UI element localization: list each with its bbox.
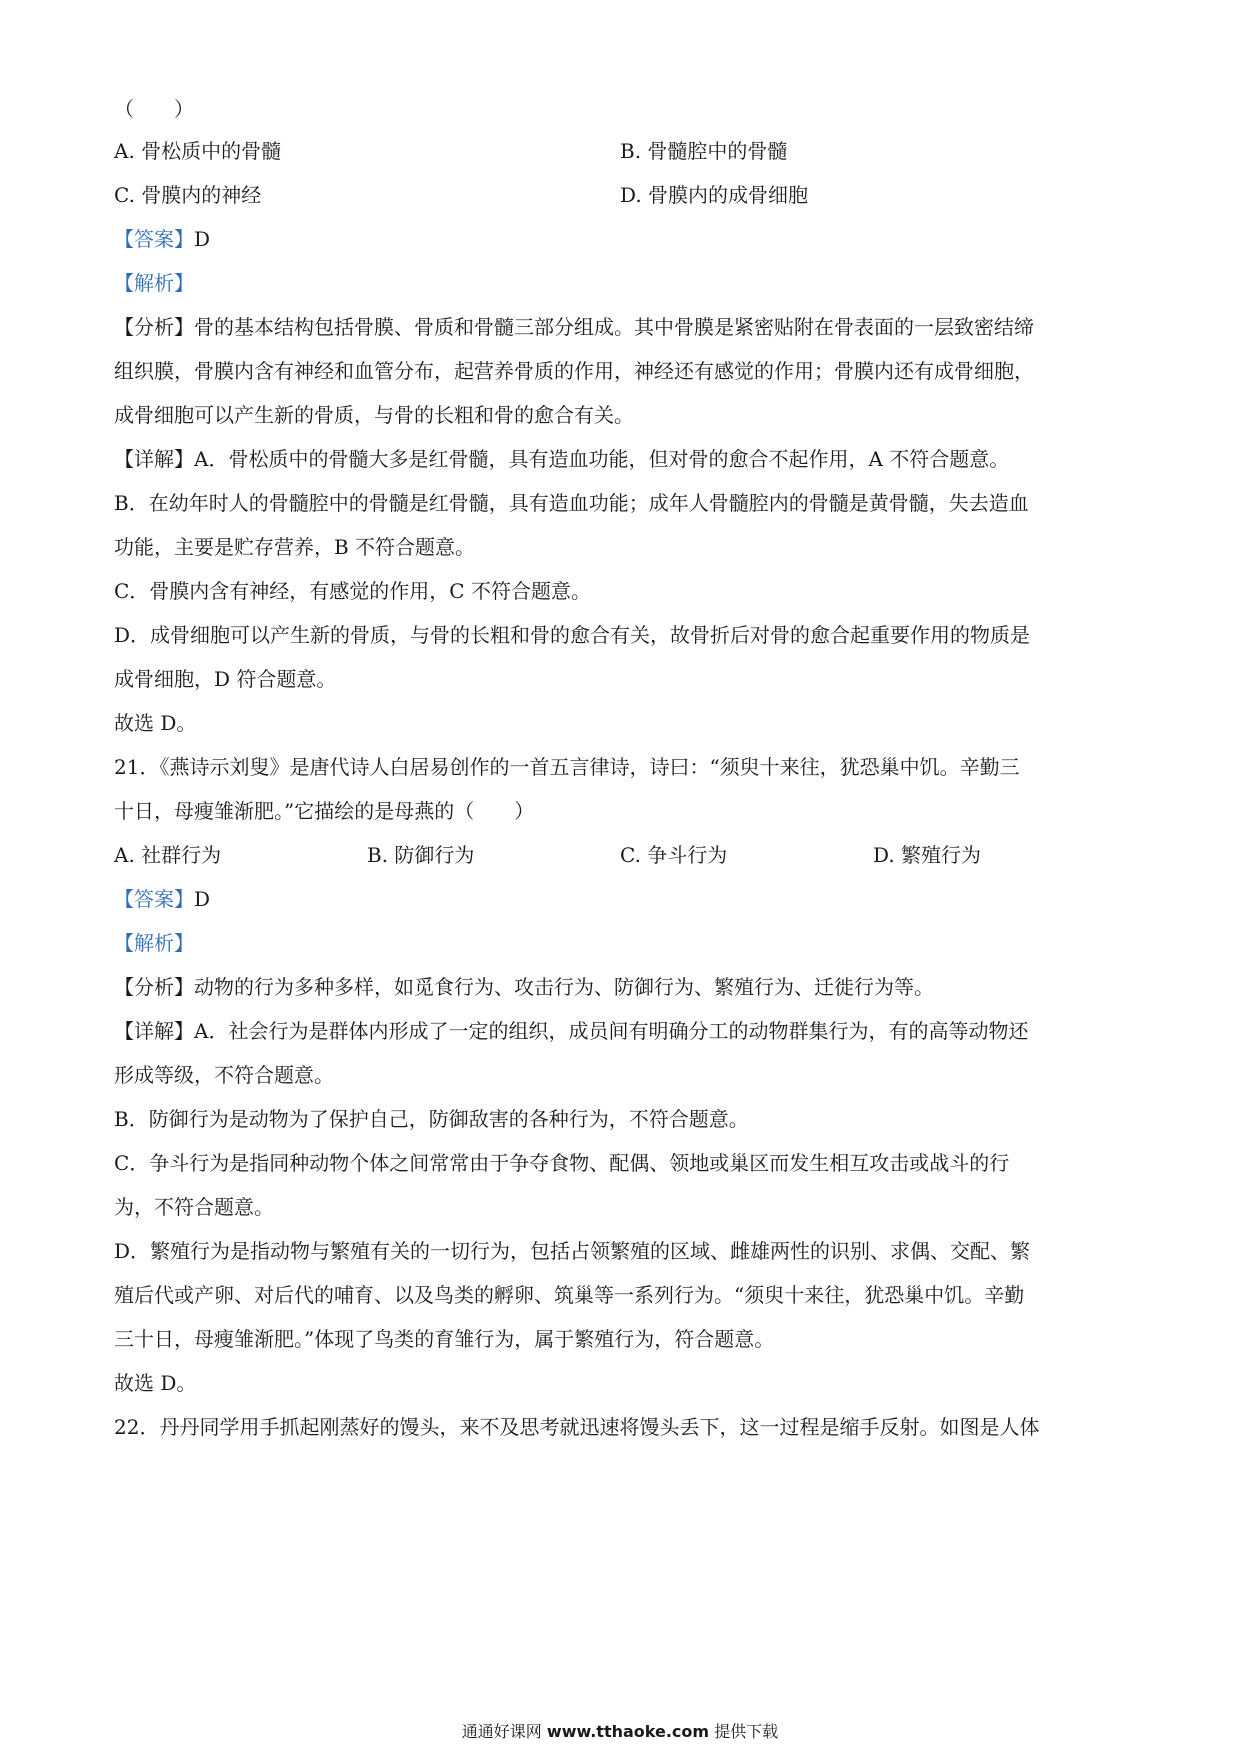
q20-analysis-heading <box>114 270 1124 296</box>
q20-xiangjie-line-5: D．成骨细胞可以产生新的骨质，与骨的长粗和骨的愈合有关，故骨折后对骨的愈合起重要作用的物质是 <box>114 623 1031 647</box>
question-20-paren: （ ） <box>114 97 194 121</box>
fenxi-text: 动物的行为多种多样，如觅食行为、攻击行为、防御行为、繁殖行为、迁徙行为等。 <box>194 975 934 999</box>
q21-xiangjie-line-1 <box>114 1018 1124 1044</box>
q20-xiangjie-line-2: B．在幼年时人的骨髓腔中的骨髓是红骨髓，具有造血功能；成年人骨髓腔内的骨髓是黄骨髓，失去造血 <box>114 491 1029 515</box>
q21-xiangjie-line-7: 殖后代或产卵、对后代的哺育、以及鸟类的孵卵、筑巢等一系列行为。“须臾十来往，犹恐巢中饥。辛勤 <box>114 1283 1025 1307</box>
footer-suffix: 提供下载 <box>714 1722 779 1741</box>
q21-analysis-heading <box>114 930 1124 956</box>
q20-xiangjie-line-6: 成骨细胞，D 符合题意。 <box>114 667 337 691</box>
xiangjie-tag: 【详解】 <box>114 1019 194 1043</box>
q21-xiangjie-line-5: 为，不符合题意。 <box>114 1195 274 1219</box>
q20-fenxi-line-1 <box>114 314 1124 340</box>
fenxi-tag: 【分析】 <box>114 975 194 999</box>
footer-site-name: 通通好课网 <box>461 1722 542 1741</box>
q21-xiangjie-line-6: D．繁殖行为是指动物与繁殖有关的一切行为，包括占领繁殖的区域、雌雄两性的识别、求偶、交配、繁 <box>114 1239 1031 1263</box>
q21-stem-line-1: 21．《燕诗示刘叟》是唐代诗人白居易创作的一首五言律诗，诗曰：“须臾十来往，犹恐巢中饥。辛勤三 <box>114 755 1020 779</box>
q21-option-d: D. 繁殖行为 <box>873 843 982 867</box>
q20-xiangjie-line-1 <box>114 446 1124 472</box>
q21-conclusion: 故选 D。 <box>114 1371 197 1395</box>
q21-stem-line-2: 十日，母瘦雏渐肥。”它描绘的是母燕的（ ） <box>114 799 535 823</box>
q21-answer <box>114 886 1124 912</box>
analysis-tag: 【解析】 <box>114 271 194 295</box>
q21-xiangjie-line-8: 三十日，母瘦雏渐肥。”体现了鸟类的育雏行为，属于繁殖行为，符合题意。 <box>114 1327 775 1351</box>
answer-value: D <box>194 227 211 251</box>
analysis-tag: 【解析】 <box>114 931 194 955</box>
q20-fenxi-line-2: 组织膜，骨膜内含有神经和血管分布，起营养骨质的作用，神经还有感觉的作用；骨膜内还有成骨细胞， <box>114 359 1034 383</box>
q20-option-b: B. 骨髓腔中的骨髓 <box>620 139 788 163</box>
q20-fenxi-line-3: 成骨细胞可以产生新的骨质，与骨的长粗和骨的愈合有关。 <box>114 403 634 427</box>
q20-xiangjie-line-3: 功能，主要是贮存营养，B 不符合题意。 <box>114 535 476 559</box>
q20-option-a: A. 骨松质中的骨髓 <box>114 139 282 163</box>
q21-option-c: C. 争斗行为 <box>620 843 728 867</box>
q20-option-c: C. 骨膜内的神经 <box>114 183 262 207</box>
q20-option-d: D. 骨膜内的成骨细胞 <box>620 183 809 207</box>
q20-xiangjie-line-4: C．骨膜内含有神经，有感觉的作用，C 不符合题意。 <box>114 579 591 603</box>
q21-option-b: B. 防御行为 <box>367 843 475 867</box>
answer-value: D <box>194 887 211 911</box>
xiangjie-tag: 【详解】 <box>114 447 194 471</box>
footer-url-link[interactable]: www.tthaoke.com <box>546 1722 710 1741</box>
q21-option-a: A. 社群行为 <box>114 843 222 867</box>
answer-tag: 【答案】 <box>114 227 194 251</box>
q21-xiangjie-line-2: 形成等级，不符合题意。 <box>114 1063 334 1087</box>
q20-answer <box>114 226 1124 252</box>
q21-fenxi-line <box>114 974 1124 1000</box>
fenxi-text: 骨的基本结构包括骨膜、骨质和骨髓三部分组成。其中骨膜是紧密贴附在骨表面的一层致密结缔 <box>194 315 1034 339</box>
q22-stem-line-1: 22．丹丹同学用手抓起刚蒸好的馒头，来不及思考就迅速将馒头丢下，这一过程是缩手反射。如图是人体 <box>114 1415 1040 1439</box>
q21-xiangjie-line-3: B．防御行为是动物为了保护自己，防御敌害的各种行为，不符合题意。 <box>114 1107 749 1131</box>
q21-xiangjie-line-4: C．争斗行为是指同种动物个体之间常常由于争夺食物、配偶、领地或巢区而发生相互攻击或战斗的行 <box>114 1151 1010 1175</box>
xiangjie-text: A．社会行为是群体内形成了一定的组织，成员间有明确分工的动物群集行为，有的高等动物还 <box>194 1019 1029 1043</box>
page-footer <box>0 1722 1240 1742</box>
xiangjie-text: A．骨松质中的骨髓大多是红骨髓，具有造血功能，但对骨的愈合不起作用，A 不符合题意。 <box>194 447 1010 471</box>
answer-tag: 【答案】 <box>114 887 194 911</box>
fenxi-tag: 【分析】 <box>114 315 194 339</box>
q20-conclusion: 故选 D。 <box>114 711 197 735</box>
